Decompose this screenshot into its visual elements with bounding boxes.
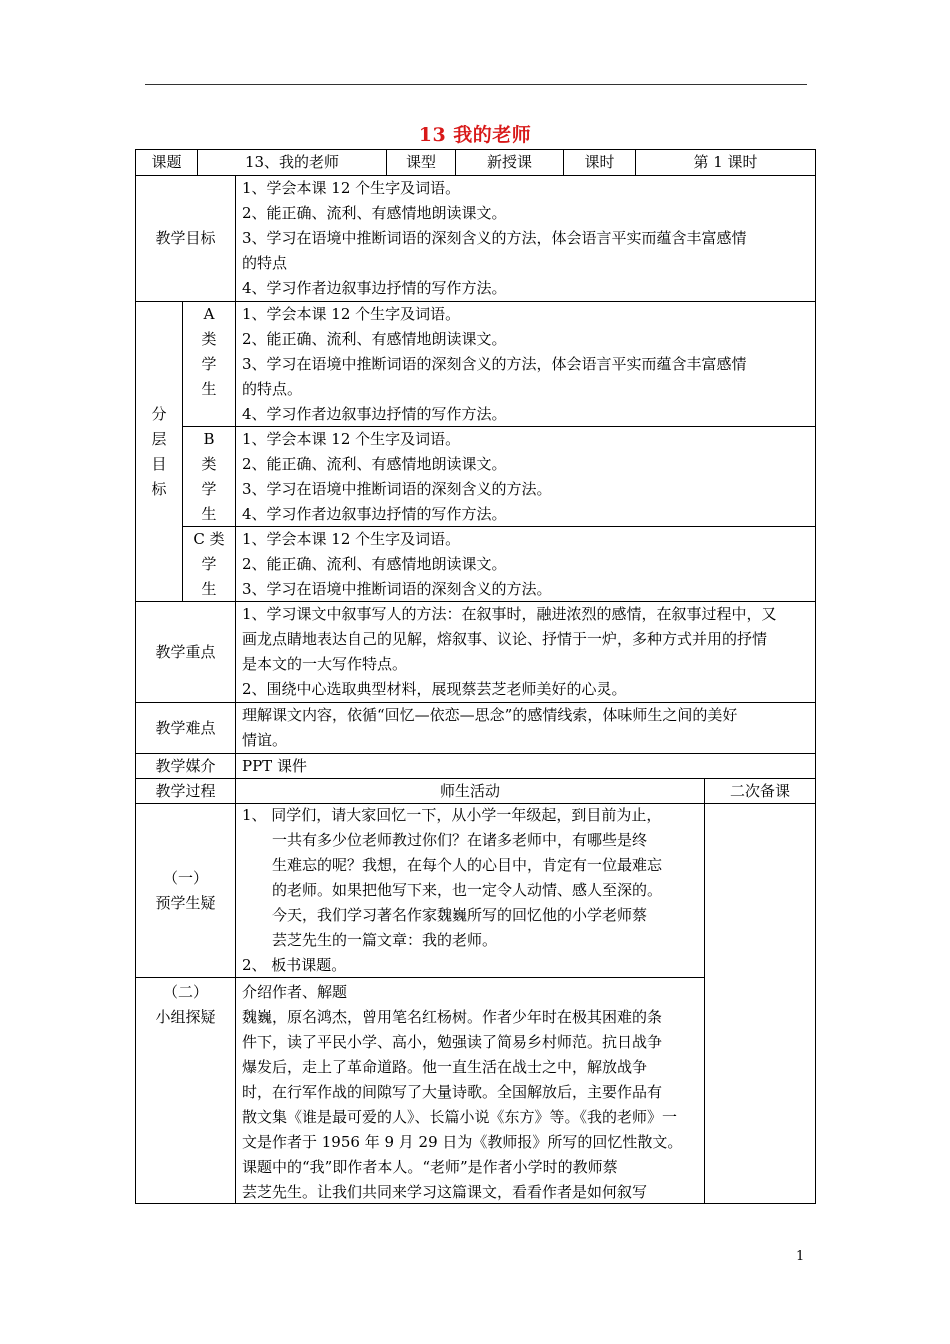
stage1-line: 一共有多少位老师教过你们？在诸多老师中，有哪些是终 xyxy=(272,831,648,849)
stage1-label-line: 预学生疑 xyxy=(155,893,216,912)
tier-b-label-char: B xyxy=(203,430,215,448)
stage1-line: 1、 同学们，请大家回忆一下，从小学一年级起，到目前为止， xyxy=(242,806,662,824)
tier-b-line: 3、学习在语境中推断词语的深刻含义的方法。 xyxy=(242,479,552,498)
tier-b-content xyxy=(235,426,816,527)
difficulties-line: 情谊。 xyxy=(242,731,288,749)
tier-c-label xyxy=(182,526,236,602)
tier-b-label-char: 学 xyxy=(201,480,217,498)
stage2-line: 课题中的“我”即作者本人。“老师”是作者小学时的教师蔡 xyxy=(242,1158,618,1176)
second-prep-column xyxy=(704,803,816,1204)
tier-a-line: 4、学习作者边叙事边抒情的写作方法。 xyxy=(242,404,507,423)
goals-line: 3、学习在语境中推断词语的深刻含义的方法，体会语言平实而蕴含丰富感情 xyxy=(242,229,747,247)
key-points-label: 教学重点 xyxy=(135,601,236,703)
tier-a-line: 1、学会本课 12 个生字及词语。 xyxy=(242,304,461,323)
stage2-line: 爆发后，走上了革命道路。他一直生活在战士之中，解放战争 xyxy=(242,1058,648,1076)
difficulties-label: 教学难点 xyxy=(135,702,236,754)
tier-b-line: 2、能正确、流利、有感情地朗读课文。 xyxy=(242,454,507,473)
stage1-line: 今天，我们学习著名作家魏巍所写的回忆他的小学老师蔡 xyxy=(272,906,648,924)
tier-c-label-char: 学 xyxy=(201,555,217,573)
tier-a-label-char: 学 xyxy=(201,355,217,373)
stage2-line: 介绍作者、解题 xyxy=(242,983,348,1001)
stage1-label xyxy=(135,803,236,978)
goals-content xyxy=(235,175,816,302)
goals-label: 教学目标 xyxy=(135,175,236,302)
stage1-label-line: （一） xyxy=(162,868,208,887)
tiered-label-char: 标 xyxy=(151,479,167,498)
tier-a-line: 2、能正确、流利、有感情地朗读课文。 xyxy=(242,329,507,348)
tier-a-label-char: 生 xyxy=(201,380,217,398)
second-prep-header: 二次备课 xyxy=(704,778,816,804)
stage2-label-line: （二） xyxy=(162,983,208,1001)
tier-a-line: 的特点。 xyxy=(242,379,303,398)
stage1-line: 芸芝先生的一篇文章：我的老师。 xyxy=(272,931,498,949)
tiered-label-char: 目 xyxy=(151,454,167,473)
stage2-content xyxy=(235,977,705,1204)
tier-c-line: 1、学会本课 12 个生字及词语。 xyxy=(242,529,461,548)
key-points-line: 2、围绕中心选取典型材料，展现蔡芸芝老师美好的心灵。 xyxy=(242,680,627,698)
tier-b-label xyxy=(182,426,236,527)
stage2-line: 魏巍，原名鸿杰，曾用笔名红杨树。作者少年时在极其困难的条 xyxy=(242,1008,663,1026)
period-value: 第 1 课时 xyxy=(635,149,816,176)
tier-b-line: 1、学会本课 12 个生字及词语。 xyxy=(242,429,461,448)
stage2-line: 芸芝先生。让我们共同来学习这篇课文，看看作者是如何叙写 xyxy=(242,1183,648,1201)
stage2-label xyxy=(135,977,236,1204)
stage1-line: 生难忘的呢？我想，在每个人的心目中，肯定有一位最难忘 xyxy=(272,856,663,874)
process-label: 教学过程 xyxy=(135,778,236,804)
goals-line: 1、学会本课 12 个生字及词语。 xyxy=(242,179,461,197)
key-points-line: 画龙点睛地表达自己的见解，熔叙事、议论、抒情于一炉，多种方式并用的抒情 xyxy=(242,630,768,648)
stage2-label-line: 小组探疑 xyxy=(155,1008,216,1026)
stage2-line: 时，在行军作战的间隙写了大量诗歌。全国解放后，主要作品有 xyxy=(242,1083,663,1101)
period-label: 课时 xyxy=(563,149,636,176)
goals-line: 的特点 xyxy=(242,254,288,272)
activity-header: 师生活动 xyxy=(235,778,705,804)
tiered-label-char: 分 xyxy=(151,404,167,423)
tier-a-label-char: A xyxy=(203,305,215,323)
difficulties-content xyxy=(235,702,816,754)
type-value: 新授课 xyxy=(455,149,564,176)
goals-line: 2、能正确、流利、有感情地朗读课文。 xyxy=(242,204,507,222)
tier-a-content xyxy=(235,301,816,427)
key-points-content xyxy=(235,601,816,703)
tier-c-line: 3、学习在语境中推断词语的深刻含义的方法。 xyxy=(242,579,552,598)
stage1-line: 2、 板书课题。 xyxy=(242,956,347,974)
tier-b-line: 4、学习作者边叙事边抒情的写作方法。 xyxy=(242,504,507,523)
stage2-line: 件下，读了平民小学、高小，勉强读了简易乡村师范。抗日战争 xyxy=(242,1033,663,1051)
tier-c-label-char: C 类 xyxy=(193,530,225,548)
media-value: PPT 课件 xyxy=(235,753,816,779)
tier-c-line: 2、能正确、流利、有感情地朗读课文。 xyxy=(242,554,507,573)
difficulties-line: 理解课文内容，依循“回忆—依恋—思念”的感情线索，体味师生之间的美好 xyxy=(242,706,738,724)
stage2-line: 散文集《谁是最可爱的人》、长篇小说《东方》等。《我的老师》一 xyxy=(242,1108,678,1126)
key-points-line: 是本文的一大写作特点。 xyxy=(242,655,408,673)
tier-c-content xyxy=(235,526,816,602)
type-label: 课型 xyxy=(386,149,456,176)
stage2-line: 文是作者于 1956 年 9 月 29 日为《教师报》所写的回忆性散文。 xyxy=(242,1133,683,1151)
tier-a-label-char: 类 xyxy=(201,330,217,348)
tiered-goals-label xyxy=(135,301,183,602)
header-rule xyxy=(145,84,807,85)
stage1-content xyxy=(235,803,705,978)
page-title: 13 我的老师 xyxy=(418,124,532,146)
tier-a-label xyxy=(182,301,236,427)
tier-b-label-char: 类 xyxy=(201,455,217,473)
tier-a-line: 3、学习在语境中推断词语的深刻含义的方法，体会语言平实而蕴含丰富感情 xyxy=(242,354,747,373)
stage1-line: 的老师。如果把他写下来，也一定令人动情、感人至深的。 xyxy=(272,881,663,899)
key-points-line: 1、学习课文中叙事写人的方法：在叙事时，融进浓烈的感情，在叙事过程中，又 xyxy=(242,605,777,623)
subject-value: 13、我的老师 xyxy=(197,149,387,176)
tiered-label-char: 层 xyxy=(151,429,167,448)
goals-line: 4、学习作者边叙事边抒情的写作方法。 xyxy=(242,279,507,297)
tier-c-label-char: 生 xyxy=(201,580,217,598)
media-label: 教学媒介 xyxy=(135,753,236,779)
tier-b-label-char: 生 xyxy=(201,505,217,523)
page-number: 1 xyxy=(796,1249,805,1264)
subject-label: 课题 xyxy=(135,149,198,176)
